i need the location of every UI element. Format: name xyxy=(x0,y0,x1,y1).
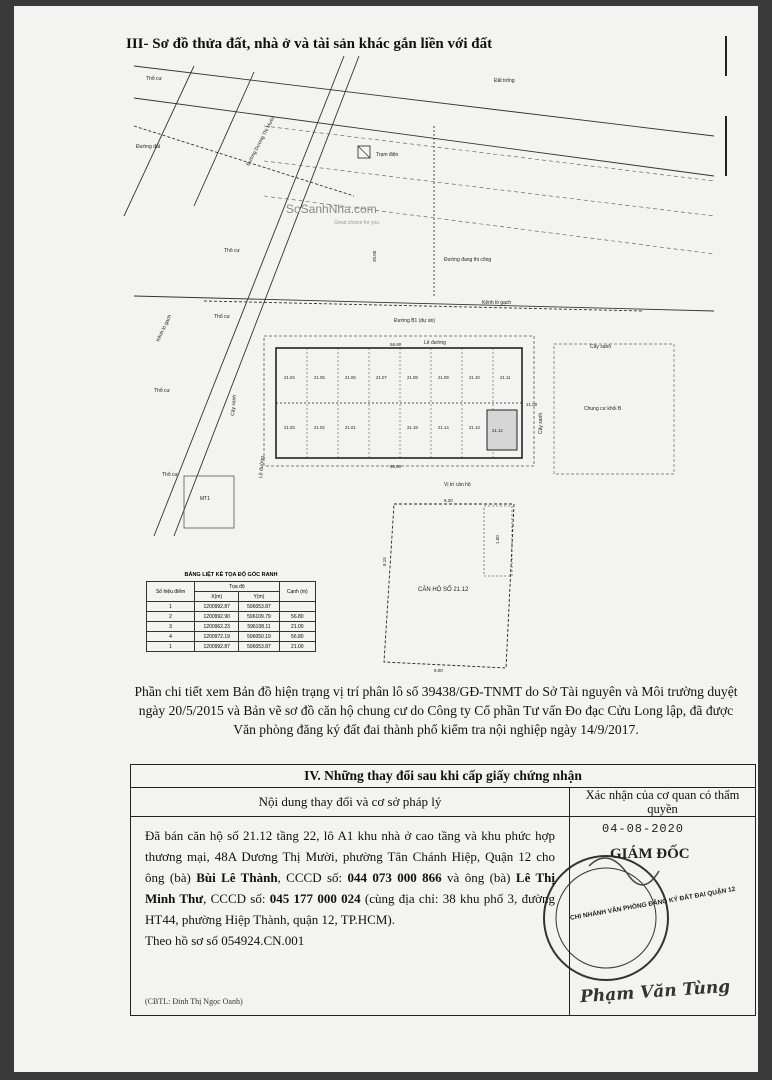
confirmation-date: 04-08-2020 xyxy=(602,822,685,836)
map-label: CĂN HỘ SỐ 21.12 xyxy=(418,587,469,593)
map-label: Trạm điện xyxy=(376,152,399,158)
table-cell: 2 xyxy=(147,612,195,622)
table-cell: 1200992.90 xyxy=(195,612,239,622)
table-cell: 4 xyxy=(147,632,195,642)
column-header-confirmation: Xác nhận của cơ quan có thẩm quyền xyxy=(570,788,755,817)
table-cell xyxy=(279,602,315,612)
map-label: Kênh lò gạch xyxy=(155,313,174,343)
coordinate-table-title: BẢNG LIỆT KÊ TỌA ĐỘ GÓC RANH xyxy=(184,572,278,578)
dimension-label: 56.80 xyxy=(390,342,402,347)
map-label: Thổ cư xyxy=(154,388,170,394)
map-label: Chung cư khối B xyxy=(584,406,622,412)
map-label: Thổ cư xyxy=(146,76,162,82)
map-label: Thổ cư xyxy=(214,314,230,320)
table-cell: 1200992.87 xyxy=(195,642,239,652)
map-label: Cây xanh xyxy=(538,412,544,434)
map-label: MT1 xyxy=(200,496,210,502)
dimension-label: 1.60 xyxy=(495,535,500,544)
map-label: Kênh lò gạch xyxy=(482,300,512,306)
unit-label: 21.10 xyxy=(469,375,480,380)
document-page xyxy=(14,6,758,1072)
dimension-label: 8.15 xyxy=(382,557,387,566)
coordinate-table-block xyxy=(146,572,316,652)
map-label: Thổ cư xyxy=(224,248,240,254)
table-cell: 596050.19 xyxy=(239,632,279,642)
table-header: Tọa độ xyxy=(195,582,280,592)
unit-label: 21.08 xyxy=(407,375,418,380)
map-label: Đất trống xyxy=(494,78,515,84)
table-header: X(m) xyxy=(195,592,239,602)
watermark-brand: SoSanhNha.com xyxy=(286,202,377,216)
dimension-label: 20.00 xyxy=(372,250,377,262)
buyer-name: Lê Thị Minh Thư xyxy=(145,870,556,906)
unit-label: 21.04 xyxy=(284,375,295,380)
map-label: Đường đang thi công xyxy=(444,257,492,263)
unit-label: 21.14 xyxy=(438,425,449,430)
unit-label: 21.15 xyxy=(407,425,418,430)
record-number: Theo hồ sơ số 054924.CN.001 xyxy=(145,933,305,948)
signer-name: Phạm Văn Tùng xyxy=(579,976,731,1008)
unit-label: 21.05 xyxy=(314,375,325,380)
table-row xyxy=(147,642,316,652)
table-cell: 1200962.23 xyxy=(195,622,239,632)
table-cell: 1200972.19 xyxy=(195,632,239,642)
buyer-id: 044 073 000 866 xyxy=(347,870,442,885)
table-cell: 21.00 xyxy=(279,622,315,632)
change-text: và ông (bà) xyxy=(441,870,516,885)
table-cell: 21.00 xyxy=(279,642,315,652)
coordinate-table xyxy=(146,581,316,652)
table-row xyxy=(147,632,316,642)
section3-title: III- Sơ đồ thửa đất, nhà ở và tài sản khác gắn liền với đất xyxy=(126,36,493,52)
change-text: , CCCD số: xyxy=(277,870,348,885)
table-cell: 56.80 xyxy=(279,612,315,622)
table-row xyxy=(147,622,316,632)
table-row xyxy=(147,612,316,622)
map-label: Vị trí căn hộ xyxy=(444,482,471,488)
dimension-label: 6.20 xyxy=(444,498,453,503)
table-cell: 596108.11 xyxy=(239,622,279,632)
unit-label: 21.01 xyxy=(345,425,356,430)
buyer-id: 045 177 000 024 xyxy=(269,891,361,906)
buyer-name: Bùi Lê Thành xyxy=(196,870,278,885)
table-cell: 596053.87 xyxy=(239,642,279,652)
column-header-content: Nội dung thay đổi và cơ sở pháp lý xyxy=(131,788,570,817)
table-header: Số hiệu điểm xyxy=(147,582,195,602)
table-header: Cạnh (m) xyxy=(279,582,315,602)
table-cell: 596053.87 xyxy=(239,602,279,612)
unit-label: 21.06 xyxy=(345,375,356,380)
map-label: Lề đường xyxy=(258,455,266,479)
table-cell: 596109.79 xyxy=(239,612,279,622)
signer-role: GIÁM ĐỐC xyxy=(610,846,690,862)
dimension-label: 9.00 xyxy=(434,668,443,673)
section4-changes xyxy=(130,764,756,1016)
section4-title: IV. Những thay đổi sau khi cấp giấy chứng nhận xyxy=(131,765,755,788)
change-content xyxy=(145,825,555,951)
map-label: Đường B1 (dự án) xyxy=(394,318,436,324)
dimension-label: 21.00 xyxy=(526,402,538,407)
dimension-label: 56.80 xyxy=(390,464,402,469)
map-label: Cây xanh xyxy=(230,394,238,417)
unit-label: 21.02 xyxy=(314,425,325,430)
boundary-line xyxy=(134,66,714,136)
unit-label: 21.12 xyxy=(492,428,503,433)
map-label: Đường Dương Thị Mười xyxy=(245,115,277,167)
table-header: Y(m) xyxy=(239,592,279,602)
map-label: Cây xanh xyxy=(590,344,612,350)
change-text: Đã bán căn hộ số 21.12 tầng 22, lô A1 khu nhà ở cao tầng và khu phức hợp thương mại, 48A Dương Thị Mười, phường Tân Chánh Hiệp, Quận 12 cho ông (bà) xyxy=(145,828,555,885)
clerk-note: (CBTL: Đinh Thị Ngọc Oanh) xyxy=(145,997,243,1006)
table-cell: 1200992.87 xyxy=(195,602,239,612)
apartment-detail-outline xyxy=(384,504,514,668)
table-cell: 56.80 xyxy=(279,632,315,642)
unit-label: 21.09 xyxy=(438,375,449,380)
unit-label: 21.07 xyxy=(376,375,387,380)
table-cell: 3 xyxy=(147,622,195,632)
stamp-text: CHI NHÁNH VĂN PHÒNG ĐĂNG KÝ ĐẤT ĐAI QUẬN 12 xyxy=(569,885,736,922)
column-divider xyxy=(569,816,570,1015)
map-label: Đường đất xyxy=(136,144,161,150)
table-cell: 1 xyxy=(147,642,195,652)
change-text: (cùng địa chỉ: 38 khu phố 3, đường HT44, phường Hiệp Thành, quận 12, TP.HCM). xyxy=(145,891,555,927)
table-row xyxy=(147,602,316,612)
unit-label: 21.13 xyxy=(469,425,480,430)
unit-label: 21.03 xyxy=(284,425,295,430)
unit-label: 21.11 xyxy=(500,375,511,380)
watermark-tagline: Great choice for you xyxy=(334,220,380,226)
table-cell: 1 xyxy=(147,602,195,612)
map-label: Lề đường xyxy=(424,340,446,346)
reference-note: Phần chi tiết xem Bản đồ hiện trạng vị trí phân lô số 39438/GĐ-TNMT do Sở Tài nguyên và Môi trường duyệt ngày 20/5/2015 và Bản vẽ sơ đồ căn hộ chung cư do Công ty Cổ phần Tư vấn Đo đạc Cửu Long lập, đã được Văn phòng đăng ký đất đai thành phố kiểm tra nội nghiệp ngày 14/9/2017. xyxy=(134,684,738,737)
map-label: Thổ cư xyxy=(162,472,178,478)
change-text: , CCCD số: xyxy=(203,891,270,906)
road-line xyxy=(154,56,344,536)
